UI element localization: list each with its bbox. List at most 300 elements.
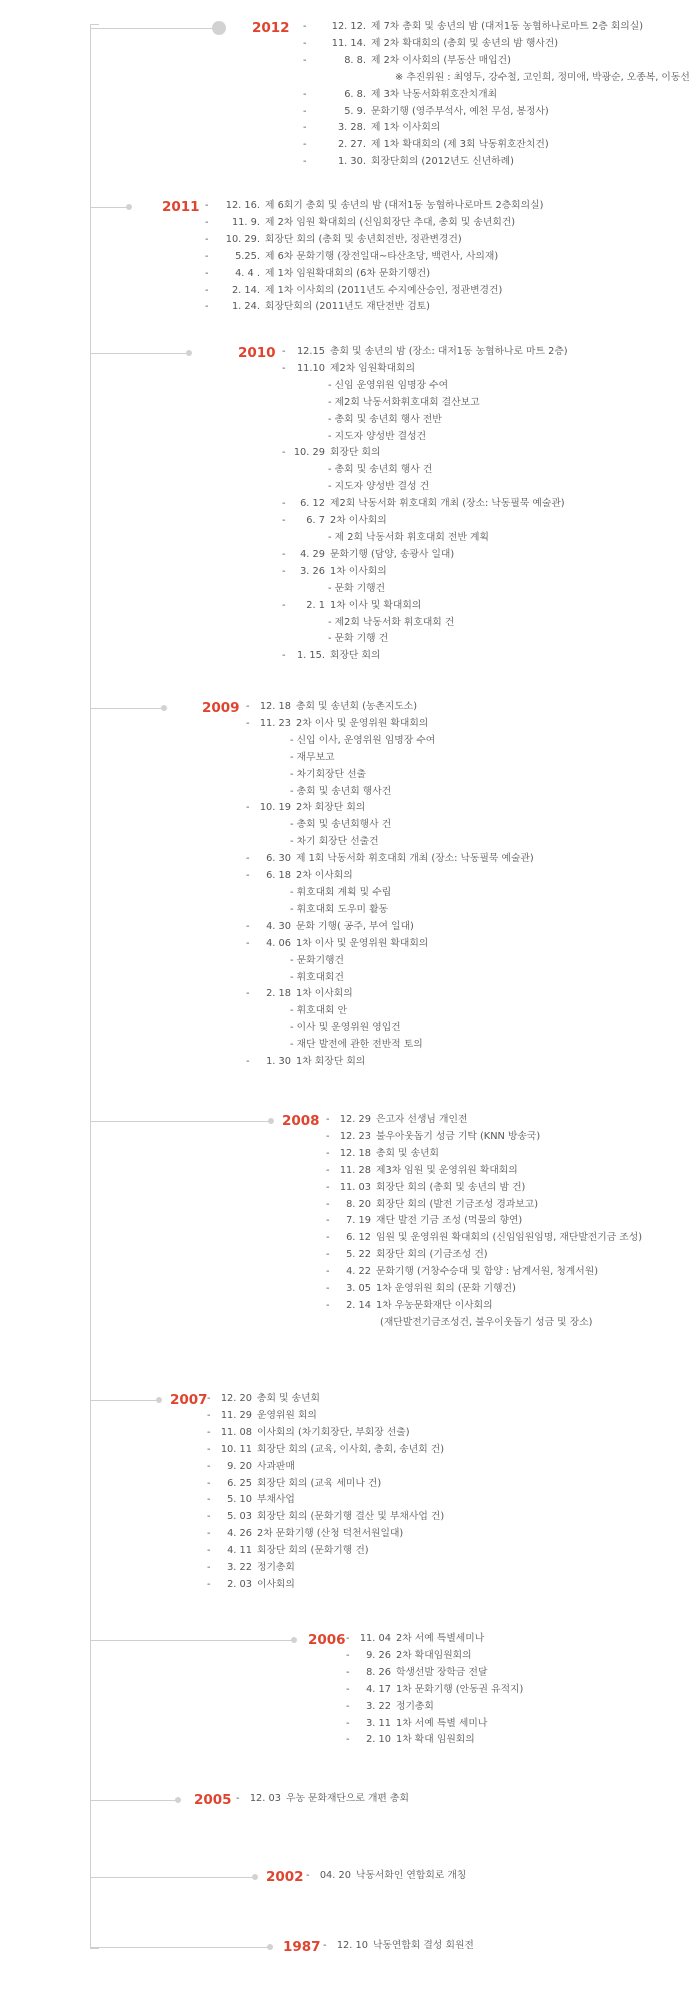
event-note-text: ※ 추진위원 : 최영두, 강수철, 고인희, 정미애, 박광순, 오종복, 이동선 xyxy=(395,71,690,83)
event-dash: - xyxy=(346,1649,350,1661)
year-label: 2011 xyxy=(162,199,200,215)
event-item xyxy=(246,919,534,936)
event-subitem-text: - 신임 운영위원 임명장 수여 xyxy=(328,379,449,391)
event-description: 이사회의 xyxy=(257,1578,295,1590)
event-date: 11.10 xyxy=(296,362,325,374)
event-dash: - xyxy=(346,1633,350,1644)
event-date: 1. 15. xyxy=(296,650,325,662)
event-item xyxy=(282,361,568,378)
event-dash: - xyxy=(205,216,209,228)
event-date: 11. 04 xyxy=(359,1633,391,1644)
timeline-branch-line xyxy=(90,1640,294,1641)
event-list xyxy=(346,1631,523,1749)
event-subitem-text: - 차기 회장단 선출건 xyxy=(290,836,379,848)
event-description: 1차 우농문화재단 이사회의 xyxy=(376,1299,493,1311)
event-subitem xyxy=(246,817,534,834)
event-dash: - xyxy=(303,122,307,134)
event-dash: - xyxy=(326,1181,330,1193)
year-label: 2002 xyxy=(266,1869,304,1885)
event-description: 회장단 회의 (문화기행 건) xyxy=(257,1545,369,1557)
event-subitem xyxy=(246,953,534,970)
event-item xyxy=(205,283,543,300)
event-date: 11. 08 xyxy=(220,1426,252,1438)
event-dash: - xyxy=(326,1130,330,1142)
event-description: 총회 및 송년회 xyxy=(376,1147,440,1159)
event-item xyxy=(207,1526,444,1543)
event-item xyxy=(282,344,568,361)
event-date: 6. 25 xyxy=(227,1477,252,1489)
event-item xyxy=(346,1648,523,1665)
event-description: 1차 이사 및 확대회의 xyxy=(330,599,422,611)
event-date: 12. 18 xyxy=(259,701,291,712)
event-subitem-text: - 총회 및 송년회 행사 전반 xyxy=(328,413,442,425)
event-dash: - xyxy=(282,650,286,662)
event-item xyxy=(346,1631,523,1648)
event-date: 12. 16. xyxy=(225,200,260,211)
event-item xyxy=(246,800,534,817)
event-date: 5. 9. xyxy=(344,105,366,117)
event-description: 회장단 회의 (총회 및 송년의 밤 건) xyxy=(376,1181,526,1193)
event-date: 8. 20 xyxy=(346,1198,371,1210)
event-item xyxy=(282,598,568,615)
event-date: 6. 7 xyxy=(306,515,325,527)
event-date: 11. 03 xyxy=(339,1181,371,1193)
event-item xyxy=(303,154,690,171)
event-date: 5. 22 xyxy=(346,1249,371,1261)
event-dash: - xyxy=(282,515,286,527)
year-label: 2008 xyxy=(282,1113,320,1129)
event-description: 문화기행 (거창수승대 및 함양 : 남계서원, 청계서원) xyxy=(376,1266,599,1278)
event-subitem-text: - 지도자 양성반 결성건 xyxy=(328,430,427,442)
event-description: 제 6차 문화기행 (장전일대~타산초당, 백련사, 사의재) xyxy=(265,250,499,262)
event-subitem-text: - 재단 발전에 관한 전반적 토의 xyxy=(290,1039,423,1051)
event-subitem xyxy=(282,378,568,395)
event-date: 10. 29 xyxy=(293,447,325,459)
timeline-dot xyxy=(291,1637,297,1643)
event-description: 1차 회장단 회의 xyxy=(296,1056,366,1068)
event-description: 2차 이사회의 xyxy=(330,515,387,527)
event-dash: - xyxy=(207,1477,211,1489)
event-list xyxy=(282,344,568,665)
event-date: 3. 11 xyxy=(366,1717,391,1729)
event-dash: - xyxy=(246,717,250,729)
event-date: 9. 20 xyxy=(227,1460,252,1472)
event-list xyxy=(246,699,534,1071)
event-item xyxy=(326,1129,642,1146)
event-subitem-text: - 이사 및 운영위원 영입건 xyxy=(290,1022,401,1034)
event-list xyxy=(323,1938,474,1955)
event-subitem xyxy=(246,970,534,987)
event-dash: - xyxy=(246,988,250,1000)
event-note xyxy=(303,70,690,87)
event-dash: - xyxy=(207,1511,211,1523)
event-description: 2차 이사회의 xyxy=(296,870,353,882)
event-dash: - xyxy=(303,21,307,32)
event-description: 1차 이사회의 xyxy=(296,988,353,1000)
event-date: 6. 12 xyxy=(346,1232,371,1244)
event-item xyxy=(326,1213,642,1230)
timeline-dot xyxy=(212,21,226,35)
event-description: 회장단 회의 (발전 기금조성 경과보고) xyxy=(376,1198,539,1210)
event-description: 회장단 회의 (교육 세미나 건) xyxy=(257,1477,382,1489)
event-dash: - xyxy=(346,1683,350,1695)
event-subitem-text: - 총회 및 송년회행사 건 xyxy=(290,819,392,831)
event-date: 4. 30 xyxy=(266,920,291,932)
event-item xyxy=(207,1476,444,1493)
event-subitem xyxy=(282,462,568,479)
event-description: 회장단회의 (2012년도 신년하례) xyxy=(371,156,514,168)
event-date: 5. 03 xyxy=(227,1511,252,1523)
event-dash: - xyxy=(282,548,286,560)
event-item xyxy=(326,1230,642,1247)
event-dash: - xyxy=(282,362,286,374)
event-date: 3. 28. xyxy=(337,122,366,134)
event-description: 학생선발 장학금 전달 xyxy=(396,1666,488,1678)
event-date: 2. 10 xyxy=(366,1734,391,1746)
event-description: 회장단 회의 (총회 및 송년회전반, 정관변경건) xyxy=(265,233,462,245)
event-dash: - xyxy=(246,853,250,865)
event-continuation xyxy=(326,1315,642,1332)
event-subitem xyxy=(246,1020,534,1037)
event-date: 12. 20 xyxy=(220,1393,252,1404)
timeline-bottom-tick xyxy=(90,1948,99,1949)
event-dash: - xyxy=(282,346,286,357)
event-date: 12. 10 xyxy=(336,1940,368,1951)
event-dash: - xyxy=(282,498,286,510)
event-item xyxy=(205,299,543,316)
event-date: 2. 14 xyxy=(346,1299,371,1311)
timeline-dot xyxy=(252,1874,258,1880)
event-subitem-text: - 휘호대회건 xyxy=(290,971,344,983)
event-date: 5.25. xyxy=(235,250,260,262)
event-dash: - xyxy=(346,1700,350,1712)
event-date: 10. 11 xyxy=(220,1443,252,1455)
event-description: 제 2차 임원 확대회의 (신임회장단 추대, 총회 및 송년회건) xyxy=(265,216,516,228)
event-item xyxy=(303,120,690,137)
timeline-branch-line xyxy=(90,207,129,208)
event-dash: - xyxy=(326,1147,330,1159)
event-dash: - xyxy=(246,870,250,882)
event-item xyxy=(303,19,690,36)
event-date: 1. 30. xyxy=(337,156,366,168)
event-date: 8. 8. xyxy=(344,54,366,66)
event-subitem xyxy=(282,395,568,412)
event-description: 제 1차 이사회의 (2011년도 수지예산승인, 정관변경건) xyxy=(265,284,503,296)
timeline-dot xyxy=(126,204,132,210)
event-description: 2차 이사 및 운영위원 확대회의 xyxy=(296,717,429,729)
event-date: 10. 19 xyxy=(259,802,291,814)
event-date: 11. 28 xyxy=(339,1164,371,1176)
event-dash: - xyxy=(246,937,250,949)
event-subitem-text: - 문화 기행 건 xyxy=(328,633,389,645)
event-description: 제3차 임원 및 운영위원 확대회의 xyxy=(376,1164,518,1176)
event-description: 제2회 낙동서화 휘호대회 개최 (장소: 낙동필묵 예술관) xyxy=(330,498,565,510)
event-description: 제 1차 이사회의 xyxy=(371,122,441,134)
event-description: 제 7차 총회 및 송년의 밤 (대저1동 농협하나로마트 2층 회의실) xyxy=(371,21,644,32)
timeline-branch-line xyxy=(90,1947,270,1948)
event-dash: - xyxy=(205,200,209,211)
event-subitem xyxy=(246,767,534,784)
event-dash: - xyxy=(205,250,209,262)
event-date: 2. 03 xyxy=(227,1578,252,1590)
event-date: 2. 27. xyxy=(337,139,366,151)
event-item xyxy=(326,1112,642,1129)
event-dash: - xyxy=(303,156,307,168)
event-subitem-text: - 지도자 양성반 결성 건 xyxy=(328,481,430,493)
event-date: 8. 26 xyxy=(366,1666,391,1678)
event-dash: - xyxy=(326,1114,330,1125)
event-item xyxy=(346,1665,523,1682)
event-date: 5. 10 xyxy=(227,1494,252,1506)
event-dash: - xyxy=(326,1215,330,1227)
event-description: 총회 및 송년회 (농촌지도소) xyxy=(296,701,418,712)
event-item xyxy=(246,699,534,716)
event-description: 회장단 회의 (문화기행 결산 및 부채사업 건) xyxy=(257,1511,445,1523)
event-item xyxy=(207,1459,444,1476)
event-item xyxy=(326,1264,642,1281)
event-item xyxy=(346,1699,523,1716)
timeline-branch-line xyxy=(90,1121,271,1122)
event-dash: - xyxy=(306,1870,310,1881)
event-dash: - xyxy=(207,1494,211,1506)
event-item xyxy=(236,1791,409,1808)
event-date: 10. 29. xyxy=(225,233,260,245)
event-item xyxy=(346,1716,523,1733)
year-label: 1987 xyxy=(283,1939,321,1955)
event-item xyxy=(282,513,568,530)
event-date: 11. 23 xyxy=(259,717,291,729)
event-dash: - xyxy=(207,1426,211,1438)
event-description: 1차 문화기행 (안동권 유적지) xyxy=(396,1683,524,1695)
event-dash: - xyxy=(246,1056,250,1068)
event-subitem xyxy=(282,412,568,429)
event-dash: - xyxy=(303,37,307,49)
event-dash: - xyxy=(207,1443,211,1455)
event-date: 12. 23 xyxy=(339,1130,371,1142)
event-date: 7. 19 xyxy=(346,1215,371,1227)
event-dash: - xyxy=(207,1562,211,1574)
event-dash: - xyxy=(282,447,286,459)
event-list xyxy=(205,198,543,316)
event-description: 총회 및 송년회 xyxy=(257,1393,321,1404)
event-dash: - xyxy=(207,1528,211,1540)
event-subitem xyxy=(246,885,534,902)
event-description: 회장단 회의 (교육, 이사회, 총회, 송년회 건) xyxy=(257,1443,445,1455)
event-date: 6. 18 xyxy=(266,870,291,882)
event-item xyxy=(207,1543,444,1560)
event-description: 낙동연합회 결성 회원전 xyxy=(373,1940,474,1951)
event-dash: - xyxy=(246,802,250,814)
event-dash: - xyxy=(326,1266,330,1278)
event-list xyxy=(326,1112,642,1332)
event-description: 제 3차 낙동서화휘호잔치개최 xyxy=(371,88,498,100)
event-date: 3. 26 xyxy=(300,565,325,577)
year-label: 2005 xyxy=(194,1792,232,1808)
event-item xyxy=(246,986,534,1003)
event-subitem xyxy=(246,1037,534,1054)
event-item xyxy=(246,716,534,733)
event-item xyxy=(246,936,534,953)
event-date: 2. 18 xyxy=(266,988,291,1000)
event-subitem-text: - 신입 이사, 운영위원 임명장 수여 xyxy=(290,734,436,746)
event-subitem xyxy=(246,750,534,767)
event-continuation-text: (재단발전기금조성건, 불우이웃돕기 성금 및 장소) xyxy=(380,1316,593,1328)
event-description: 제 1회 낙동서화 휘호대회 개최 (장소: 낙동필묵 예술관) xyxy=(296,853,534,865)
event-dash: - xyxy=(326,1198,330,1210)
event-subitem-text: - 제2회 낙동서화 휘호대회 건 xyxy=(328,616,455,628)
event-subitem-text: - 휘호대회 안 xyxy=(290,1005,348,1017)
event-list xyxy=(207,1391,444,1594)
event-date: 4. 29 xyxy=(300,548,325,560)
event-dash: - xyxy=(326,1232,330,1244)
event-description: 문화기행 (담양, 송광사 일대) xyxy=(330,548,455,560)
event-description: 부채사업 xyxy=(257,1494,295,1506)
event-dash: - xyxy=(303,139,307,151)
event-date: 4. 17 xyxy=(366,1683,391,1695)
event-subitem-text: - 문화기행건 xyxy=(290,954,344,966)
event-item xyxy=(205,266,543,283)
event-subitem-text: - 제 2회 낙동서화 휘호대회 전반 계획 xyxy=(328,531,489,543)
year-label: 2006 xyxy=(308,1632,346,1648)
timeline-branch-line xyxy=(90,353,189,354)
event-dash: - xyxy=(282,565,286,577)
event-description: 1차 이사 및 운영위원 확대회의 xyxy=(296,937,429,949)
event-subitem xyxy=(246,834,534,851)
event-item xyxy=(207,1391,444,1408)
event-description: 2차 문화기행 (산청 덕천서원일대) xyxy=(257,1528,404,1540)
timeline-vertical-line xyxy=(90,24,91,1948)
event-item xyxy=(282,547,568,564)
event-dash: - xyxy=(205,284,209,296)
year-label: 2010 xyxy=(238,345,276,361)
year-label: 2012 xyxy=(252,20,290,36)
event-item xyxy=(205,232,543,249)
event-description: 사과판매 xyxy=(257,1460,295,1472)
event-date: 4. 22 xyxy=(346,1266,371,1278)
event-subitem xyxy=(282,615,568,632)
event-description: 회장단 회의 xyxy=(330,650,381,662)
event-dash: - xyxy=(236,1793,240,1804)
event-date: 12. 18 xyxy=(339,1147,371,1159)
event-date: 4. 11 xyxy=(227,1545,252,1557)
event-item xyxy=(346,1682,523,1699)
event-item xyxy=(207,1577,444,1594)
event-date: 12.15 xyxy=(296,346,325,357)
event-dash: - xyxy=(205,267,209,279)
event-description: 제 1차 임원확대회의 (6차 문화기행건) xyxy=(265,267,431,279)
event-dash: - xyxy=(323,1940,327,1951)
event-date: 4. 26 xyxy=(227,1528,252,1540)
event-subitem xyxy=(282,631,568,648)
event-item xyxy=(207,1408,444,1425)
event-description: 임원 및 운영위원 확대회의 (신임임원임명, 재단발전기금 조성) xyxy=(376,1232,643,1244)
event-dash: - xyxy=(246,701,250,712)
year-label: 2007 xyxy=(170,1392,208,1408)
event-subitem xyxy=(246,733,534,750)
event-subitem-text: - 재무보고 xyxy=(290,751,335,763)
event-subitem-text: - 휘호대회 계획 및 수립 xyxy=(290,886,392,898)
year-label: 2009 xyxy=(202,700,240,716)
event-subitem-text: - 차기회장단 선출 xyxy=(290,768,367,780)
event-date: 3. 22 xyxy=(227,1562,252,1574)
event-date: 3. 22 xyxy=(366,1700,391,1712)
event-item xyxy=(326,1180,642,1197)
event-date: 11. 9. xyxy=(231,216,260,228)
event-dash: - xyxy=(346,1666,350,1678)
event-description: 2차 회장단 회의 xyxy=(296,802,366,814)
event-item xyxy=(303,87,690,104)
event-dash: - xyxy=(246,920,250,932)
event-subitem xyxy=(282,581,568,598)
event-item xyxy=(346,1732,523,1749)
event-description: 낙동서화인 연합회로 개칭 xyxy=(356,1870,467,1881)
event-item xyxy=(282,445,568,462)
event-item xyxy=(207,1560,444,1577)
event-subitem-text: - 문화 기행건 xyxy=(328,582,386,594)
event-description: 1차 운영위원 회의 (문화 기행건) xyxy=(376,1283,516,1295)
event-dash: - xyxy=(326,1249,330,1261)
event-description: 재단 발전 기금 조성 (먹물의 향연) xyxy=(376,1215,523,1227)
event-dash: - xyxy=(207,1545,211,1557)
timeline-dot xyxy=(156,1397,162,1403)
event-date: 6. 12 xyxy=(300,498,325,510)
event-date: 9. 26 xyxy=(366,1649,391,1661)
event-description: 제 2차 이사회의 (부동산 매입건) xyxy=(371,54,511,66)
event-item xyxy=(207,1442,444,1459)
event-description: 문화 기행( 공주, 부여 일대) xyxy=(296,920,414,932)
event-date: 12. 29 xyxy=(339,1114,371,1125)
event-list xyxy=(236,1791,409,1808)
event-item xyxy=(326,1163,642,1180)
event-dash: - xyxy=(346,1717,350,1729)
event-item xyxy=(326,1146,642,1163)
event-dash: - xyxy=(303,54,307,66)
event-item xyxy=(205,198,543,215)
event-dash: - xyxy=(207,1578,211,1590)
event-date: 1. 24. xyxy=(231,301,260,313)
event-date: 12. 03 xyxy=(249,1793,281,1804)
event-list xyxy=(306,1868,466,1885)
event-description: 총회 및 송년의 밤 (장소: 대저1동 농협하나로 마트 2층) xyxy=(330,346,568,357)
event-subitem xyxy=(246,1003,534,1020)
event-dash: - xyxy=(207,1409,211,1421)
event-dash: - xyxy=(207,1393,211,1404)
event-item xyxy=(326,1281,642,1298)
event-description: 2차 서예 특별세미나 xyxy=(396,1633,485,1644)
event-description: 1차 확대 임원회의 xyxy=(396,1734,475,1746)
event-date: 11. 29 xyxy=(220,1409,252,1421)
timeline-dot xyxy=(161,705,167,711)
event-subitem xyxy=(282,429,568,446)
event-item xyxy=(282,648,568,665)
event-item xyxy=(205,215,543,232)
event-item xyxy=(323,1938,474,1955)
event-item xyxy=(207,1509,444,1526)
event-subitem-text: - 제2회 낙동서화휘호대회 결산보고 xyxy=(328,396,480,408)
event-item xyxy=(207,1425,444,1442)
event-dash: - xyxy=(207,1460,211,1472)
event-item xyxy=(306,1868,466,1885)
event-subitem-text: - 휘호대회 도우미 활동 xyxy=(290,903,389,915)
event-dash: - xyxy=(303,88,307,100)
event-description: 제 1차 확대회의 (제 3회 낙동휘호잔치건) xyxy=(371,139,549,151)
timeline-branch-line xyxy=(90,708,164,709)
event-description: 회장단 회의 (기금조성 건) xyxy=(376,1249,488,1261)
event-dash: - xyxy=(346,1734,350,1746)
event-date: 04. 20 xyxy=(319,1870,351,1881)
event-item xyxy=(282,496,568,513)
timeline-top-tick xyxy=(90,24,99,25)
